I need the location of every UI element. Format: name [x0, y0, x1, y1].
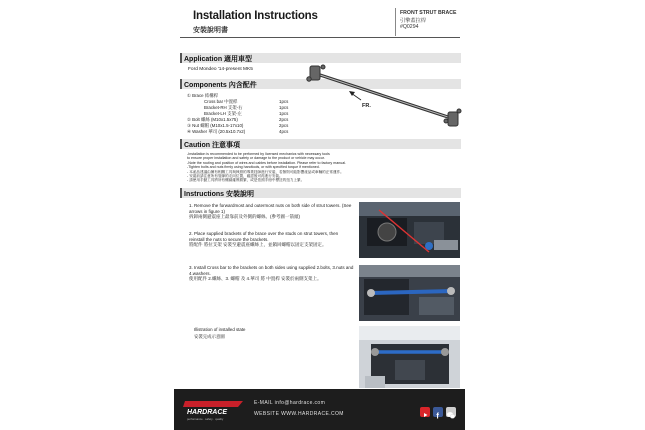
step-text-cn: 使用配件 2.螺絲、3. 螺帽 及 4.華司 將 中置桿 安裝於兩側支架上。	[189, 276, 322, 282]
page-title: Installation Instructions	[193, 10, 318, 22]
caution-line: to ensure proper installation and safety or damage to the product or vehicle may occur.	[187, 156, 325, 161]
caution-line: - 安裝前請注意所有管線的走向位置，確認後可再進行安裝。	[187, 174, 283, 179]
caution-heading: Caution 注意事項	[184, 142, 240, 149]
youtube-icon[interactable]	[420, 407, 430, 417]
component-item: ② Bolt 螺絲 (M10x1.5x75)	[187, 117, 238, 122]
component-item: ① Brace 結構桿	[187, 93, 219, 98]
footer-email[interactable]: E-MAIL info@hardrace.com	[254, 400, 326, 406]
step-3	[189, 265, 354, 282]
step-2	[189, 231, 354, 248]
front-direction-label: FR.	[362, 103, 371, 109]
caution-line: - 本產品建議由擁有相關工具與執照的專業技師進行安裝，若無則可能影響產品或車輛的正常運作。	[187, 169, 344, 174]
caution-line: -Note the routing and position of wires and cables before installation. Please refer to factory manual.	[187, 160, 347, 165]
part-number: #Q0294	[400, 24, 419, 30]
page-subtitle: 安裝說明書	[193, 27, 228, 34]
svg-text:f: f	[436, 411, 439, 420]
component-item: Bracket-RH 支架-右	[204, 105, 243, 110]
component-qty: 2pcs	[279, 123, 289, 128]
step-text-cn: 將配件 將拉支架 安裝至避震座螺絲上，並鎖回螺帽以固定支架固定。	[189, 242, 327, 248]
caution-list	[187, 152, 357, 183]
photo-engine-bay-2	[359, 265, 460, 321]
brand-tagline: performance · safety · quality	[187, 417, 224, 421]
footer	[174, 389, 465, 430]
component-qty: 4pcs	[279, 129, 289, 134]
product-name: FRONT STRUT BRACE	[400, 10, 457, 16]
component-item: Bracket-LH 支架-左	[204, 111, 242, 116]
step-text: 1. Remove the forwardmost and outermost nuts on both side of strut towers. (See arrows in figure 1)	[189, 203, 352, 214]
header-divider	[395, 8, 396, 36]
brand-wordmark: HARDRACE	[187, 409, 228, 416]
step-text-cn: 拆卸兩側避震座上最靠前及外側的螺絲。(參考圖一箭頭)	[189, 214, 300, 220]
step-1	[189, 203, 354, 220]
caution-line: - 請使用手動工具將所有螺絲確實鎖緊，或是依照手冊中標註的扭力上緊。	[187, 178, 305, 183]
component-item: Cross bar 中置桿	[204, 99, 238, 104]
photo-installed-state	[359, 326, 460, 388]
component-item: ④ Washer 華司 (20.5x10.7x2)	[187, 129, 246, 134]
caution-line: -Installation is recommended to be performed by licensed mechanics with necessary tools	[187, 152, 330, 156]
instruction-sheet	[174, 0, 465, 430]
component-qty: 1pcs	[279, 111, 289, 116]
components-heading: Components 內含配件	[184, 82, 257, 89]
step-text: 3. Install Cross bar to the brackets on both sides using supplied 2.bolts, 3.nuts and 4.washers.	[189, 265, 354, 276]
facebook-icon[interactable]	[433, 407, 443, 420]
wechat-icon[interactable]	[446, 407, 456, 417]
illustration-label: Illistration of installed state	[194, 327, 246, 332]
photo-engine-bay-1	[359, 202, 460, 258]
instructions-heading: Instructions 安裝說明	[184, 191, 255, 198]
vehicle-fitment: Ford Mondeo '14-present MK5	[188, 67, 253, 72]
caution-line: -Tighten bolts and nuts firmly using handtools, or with specified torque if mentioned.	[187, 165, 320, 170]
strut-brace-diagram	[302, 58, 462, 130]
component-item: ③ Nut 螺帽 (M10x1.5-17x10)	[187, 123, 244, 128]
header-rule	[180, 37, 460, 38]
component-qty: 1pcs	[279, 105, 289, 110]
product-name-cn: 引擎蓋拉桿	[400, 18, 426, 24]
component-qty: 1pcs	[279, 99, 289, 104]
step-text: 2. Place supplied brackets of the brace over the studs on strut towers, then reinstall the nuts to secure the brackets.	[189, 231, 339, 242]
component-qty: 2pcs	[279, 117, 289, 122]
illustration-label-cn: 安裝完成示意圖	[194, 334, 225, 339]
footer-website[interactable]: WEBSITE WWW.HARDRACE.COM	[254, 411, 344, 417]
application-heading: Application 適用車型	[184, 56, 253, 63]
hardrace-logo	[183, 399, 247, 426]
